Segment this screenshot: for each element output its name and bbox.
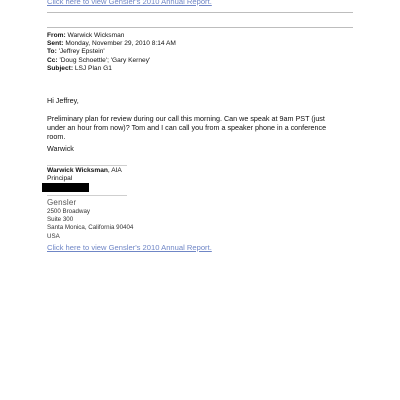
sign-off: Warwick	[47, 144, 74, 153]
divider-header	[47, 27, 353, 28]
signature-name: Warwick Wicksman	[47, 167, 108, 174]
paragraph-line: Preliminary plan for review during our call this morning. Can we speak at 9am PST (just	[47, 114, 325, 123]
signature-title: Principal	[47, 175, 73, 182]
sent-row	[47, 40, 176, 48]
email-header	[47, 32, 176, 73]
sent-value: Monday, November 29, 2010 8:14 AM	[65, 40, 176, 48]
signature-credential: , AIA	[107, 167, 122, 174]
paragraph-line: under an hour from now)? Tom and I can call you from a speaker phone in a conference	[47, 123, 327, 132]
company-address	[47, 208, 133, 241]
annual-report-link-bottom[interactable]: Click here to view Gensler's 2010 Annual Report.	[47, 243, 212, 252]
sent-label: Sent:	[47, 40, 64, 48]
message-paragraph	[47, 114, 326, 141]
to-label: To:	[47, 48, 57, 56]
cc-value: 'Doug Schoettle'; 'Gary Kerney'	[59, 56, 151, 64]
address-line: Suite 300	[47, 216, 74, 224]
to-row	[47, 48, 176, 56]
subject-row	[47, 65, 176, 73]
greeting: Hi Jeffrey,	[47, 96, 79, 105]
cc-row	[47, 57, 176, 65]
subject-value: LSJ Plan G1	[74, 64, 112, 72]
redaction-bar	[42, 183, 89, 192]
cc-label: Cc:	[47, 56, 58, 64]
divider-top	[47, 12, 353, 13]
address-line: USA	[47, 232, 60, 240]
company-name: Gensler	[47, 198, 77, 207]
signature-divider-bottom	[47, 195, 127, 196]
from-row	[47, 32, 176, 40]
paragraph-line: room.	[47, 132, 66, 141]
from-label: From:	[47, 32, 66, 39]
to-value: 'Jeffrey Epstein'	[58, 48, 105, 56]
address-line: Santa Monica, California 90404	[47, 224, 134, 232]
signature-divider-top	[47, 165, 127, 166]
subject-label: Subject:	[47, 64, 74, 72]
from-value: Warwick Wicksman	[67, 32, 125, 39]
address-line: 2500 Broadway	[47, 208, 90, 215]
annual-report-link-top[interactable]: Click here to view Gensler's 2010 Annual Report.	[47, 0, 212, 6]
